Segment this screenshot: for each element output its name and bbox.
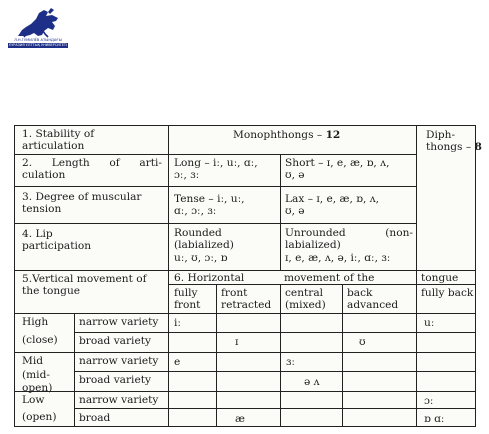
mid-broad-variety: broad variety [79,374,151,386]
lip-participation-label: 4. Lip participation [22,228,92,253]
vowel-low-narrow-fully-back: ɔː [424,395,434,407]
horizontal-movement-label-part1: 6. Horizontal [174,272,245,284]
vowel-high-narrow-fully-back: uː [424,317,435,329]
mid-label: Mid (mid- open) [22,355,53,394]
stability-of-articulation-label: 1. Stability of articulation [22,128,95,153]
vowel-mid-narrow-central: ɜː [286,356,295,368]
mid-narrow-variety: narrow variety [79,355,159,367]
horizontal-movement-label-part2: movement of the [284,272,375,284]
high-label: High (close) [22,316,58,347]
low-narrow-variety: narrow variety [79,394,159,406]
high-broad-variety: broad variety [79,335,151,347]
muscular-tension-label: 3. Degree of muscular tension [22,191,142,216]
low-broad-variety: broad [79,412,111,424]
vowel-high-broad-front-retracted: ɪ [235,336,239,348]
unrounded-vowels-cell: Unrounded (non- labialized) ɪ, e, æ, ʌ, ə, iː, ɑː, ɜː [285,227,413,264]
vowel-high-narrow-fully-front: iː [174,317,181,329]
diphthongs-count: 8 [474,141,482,154]
logo-caption-line1: Л.Н.ГУМИЛЁВ АТЫНДАҒЫ [14,38,62,42]
vowel-low-broad-fully-back: ɒ ɑː [424,413,445,425]
long-vowels-cell: Long – iː, uː, ɑː, ɔː, ɜː [174,157,258,182]
vertical-movement-label: 5.Vertical movement of the tongue [22,273,147,298]
monophthongs-count: 12 [325,129,341,141]
length-of-articulation-label: 2. Length of arti- culation [22,157,162,182]
column-central: central (mixed) [285,287,326,312]
horizontal-movement-label-part3: tongue [421,272,459,284]
low-label: Low (open) [22,394,57,424]
vowel-mid-narrow-fully-front: e [174,356,181,368]
tense-vowels-cell: Tense – iː, uː, ɑː, ɔː, ɜː [174,193,245,218]
column-fully-back: fully back [421,287,474,299]
high-narrow-variety: narrow variety [79,316,159,328]
lax-vowels-cell: Lax – ɪ, e, æ, ɒ, ʌ, ʊ, ə [285,193,380,218]
column-fully-front: fully front [174,287,201,312]
university-logo [8,6,68,60]
vowel-mid-broad-central: ə ʌ [304,376,320,388]
horse-rider-emblem [8,6,68,38]
monophthongs-header: Monophthongs – 12 [233,129,341,141]
vowel-high-broad-back-advanced: ʊ [359,336,366,348]
logo-caption-line2: ЕУРАЗИЯ ҰЛТТЫҚ УНИВЕРСИТЕТІ [9,43,67,47]
column-back-advanced: back advanced [347,287,399,312]
rounded-vowels-cell: Rounded (labialized) uː, ʊ, ɔː, ɒ [174,227,234,264]
vowel-low-broad-front-retracted: æ [235,413,245,425]
vowel-classification-table [14,125,482,427]
short-vowels-cell: Short – ɪ, e, æ, ɒ, ʌ, ʊ, ə [285,157,390,182]
column-front-retracted: front retracted [221,287,272,312]
diphthongs-header: Diph- thongs – 8 [426,129,482,154]
